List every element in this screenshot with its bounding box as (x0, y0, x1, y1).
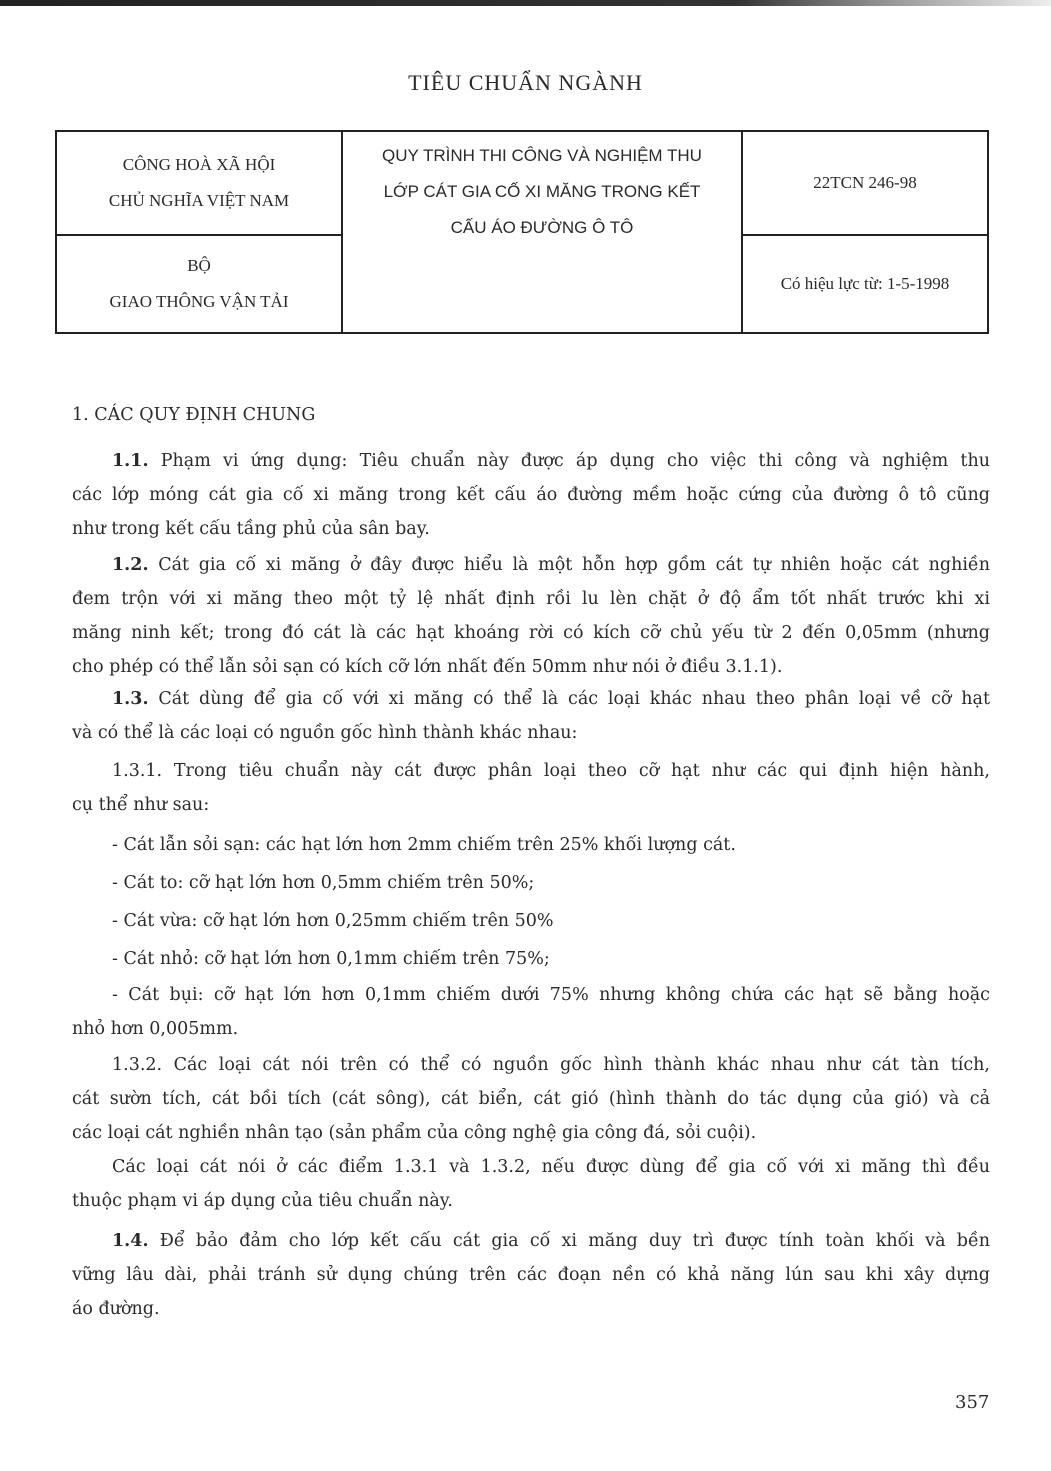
paragraph-1-2 (72, 548, 990, 684)
scan-border (0, 0, 1051, 6)
para-line: đem trộn với xi măng theo một tỷ lệ nhất định rồi lu lèn chặt ở độ ẩm tốt nhất trước khi xi (72, 589, 990, 609)
para-line (72, 444, 990, 478)
para-line (72, 548, 990, 582)
para-line (72, 1224, 990, 1258)
para-line: nhỏ hơn 0,005mm. (72, 1019, 239, 1039)
list-item: - Cát vừa: cỡ hạt lớn hơn 0,25mm chiếm trên 50% (112, 911, 554, 931)
list-item-dust-sand (72, 978, 990, 1046)
header-table (55, 130, 989, 334)
para-line: măng ninh kết; trong đó cát là các hạt khoáng rời có kích cỡ chủ yếu từ 2 đến 0,05mm (nhưng (72, 623, 990, 643)
text: Cát gia cố xi măng ở đây được hiểu là một hỗn hợp gồm cát tự nhiên hoặc cát nghiền (158, 555, 990, 575)
para-line: và có thể là các loại có nguồn gốc hình thành khác nhau: (72, 723, 578, 743)
para-line: cát sườn tích, cát bồi tích (cát sông), cát biển, cát gió (hình thành do tác dụng của gió) và cả (72, 1089, 990, 1109)
list-item: - Cát lẫn sỏi sạn: các hạt lớn hơn 2mm chiếm trên 25% khối lượng cát. (112, 835, 736, 855)
doc-title-line: LỚP CÁT GIA CỐ XI MĂNG TRONG KẾT (383, 182, 701, 201)
country-cell (56, 131, 342, 235)
country-line: CÔNG HOÀ XÃ HỘI (122, 155, 276, 174)
para-line: 1.3.1. Trong tiêu chuẩn này cát được phân loại theo cỡ hạt như các qui định hiện hành, (112, 761, 990, 781)
clause-number: 1.3. (112, 689, 149, 709)
paragraph-scope-note (72, 1150, 990, 1218)
para-line: Các loại cát nói ở các điểm 1.3.1 và 1.3.2, nếu được dùng để gia cố với xi măng thì đều (112, 1157, 990, 1177)
paragraph-1-3 (72, 682, 990, 750)
doc-title-cell (342, 131, 742, 333)
paragraph-1-4 (72, 1224, 990, 1326)
country-line: CHỦ NGHĨA VIỆT NAM (108, 191, 290, 210)
list-item: - Cát to: cỡ hạt lớn hơn 0,5mm chiếm trên 50%; (112, 873, 535, 893)
code-cell: 22TCN 246-98 (742, 131, 988, 235)
ministry-cell (56, 235, 342, 333)
para-line: các lớp móng cát gia cố xi măng trong kết cấu áo đường mềm hoặc cứng của đường ô tô cũng (72, 485, 990, 505)
section-heading: 1. CÁC QUY ĐỊNH CHUNG (72, 405, 316, 425)
ministry-line: GIAO THÔNG VẬN TẢI (109, 292, 289, 311)
para-line (72, 682, 990, 716)
effective-date-cell: Có hiệu lực từ: 1-5-1998 (742, 235, 988, 333)
text: Cát dùng để gia cố với xi măng có thể là các loại khác nhau theo phân loại về cỡ hạt (158, 689, 990, 709)
text: Để bảo đảm cho lớp kết cấu cát gia cố xi măng duy trì được tính toàn khối và bền (159, 1231, 990, 1251)
para-line: vững lâu dài, phải tránh sử dụng chúng trên các đoạn nền có khả năng lún sau khi xây dựng (72, 1265, 990, 1285)
paragraph-1-3-2 (72, 1048, 990, 1150)
doc-title-line: CẤU ÁO ĐƯỜNG Ô TÔ (450, 218, 634, 237)
list-item: - Cát nhỏ: cỡ hạt lớn hơn 0,1mm chiếm trên 75%; (112, 949, 550, 969)
page-title: TIÊU CHUẨN NGÀNH (408, 70, 643, 95)
para-line: cụ thể như sau: (72, 795, 210, 815)
para-line: như trong kết cấu tầng phủ của sân bay. (72, 519, 430, 539)
page-number: 357 (955, 1392, 990, 1413)
para-line: 1.3.2. Các loại cát nói trên có thể có nguồn gốc hình thành khác nhau như cát tàn tích, (112, 1055, 990, 1075)
para-line: cho phép có thể lẫn sỏi sạn có kích cỡ lớn nhất đến 50mm như nói ở điều 3.1.1). (72, 657, 783, 677)
clause-number: 1.1. (112, 451, 149, 471)
para-line: áo đường. (72, 1299, 160, 1319)
paragraph-1-3-1 (72, 754, 990, 822)
paragraph-1-1 (72, 444, 990, 546)
para-line: - Cát bụi: cỡ hạt lớn hơn 0,1mm chiếm dưới 75% nhưng không chứa các hạt sẽ bằng hoặc (112, 985, 990, 1005)
ministry-line: BỘ (187, 256, 211, 275)
clause-number: 1.4. (112, 1231, 149, 1251)
text: Phạm vi ứng dụng: Tiêu chuẩn này được áp dụng cho việc thi công và nghiệm thu (160, 451, 990, 471)
para-line: thuộc phạm vi áp dụng của tiêu chuẩn này. (72, 1191, 453, 1211)
para-line: các loại cát nghiền nhân tạo (sản phẩm của công nghệ gia công đá, sỏi cuội). (72, 1123, 757, 1143)
doc-title-line: QUY TRÌNH THI CÔNG VÀ NGHIỆM THU (382, 146, 702, 165)
sand-type-list (72, 826, 990, 978)
clause-number: 1.2. (112, 555, 149, 575)
